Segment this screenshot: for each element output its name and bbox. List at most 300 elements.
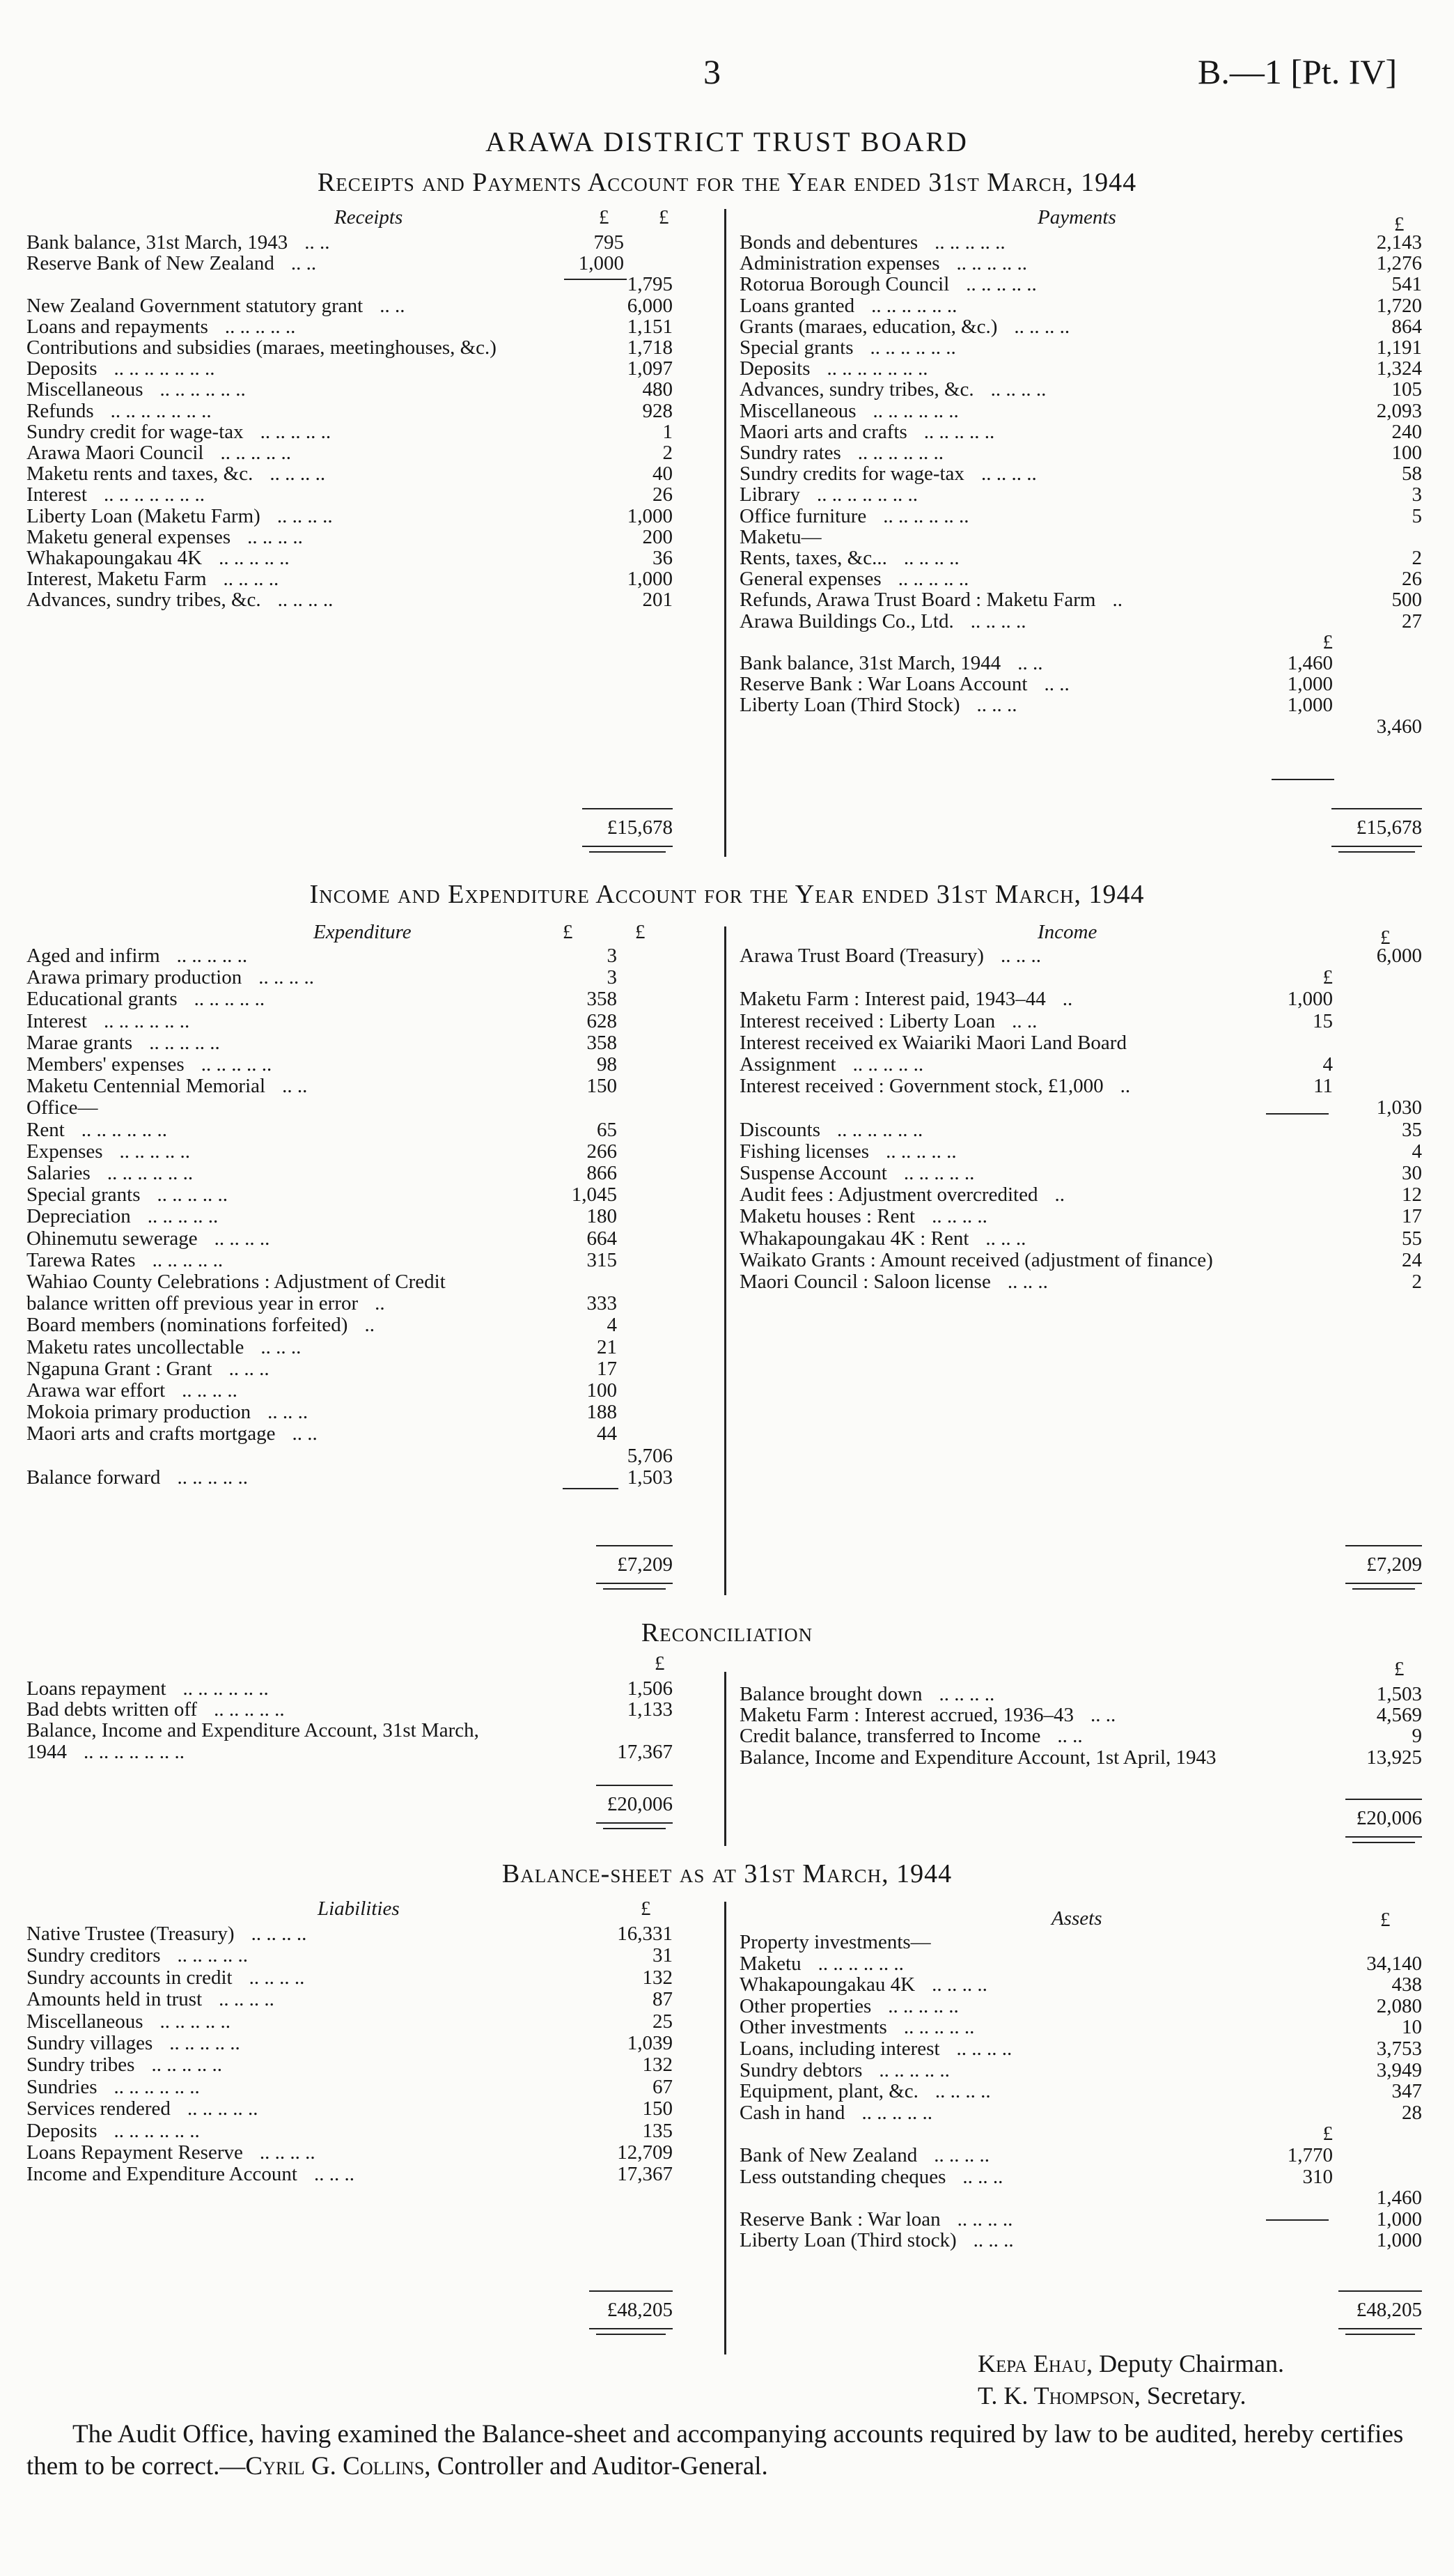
payment-row-label: Grants (maraes, education, &c.)	[740, 315, 998, 338]
reconciliation-debit-row-leader: .. .. .. .. ..	[214, 1698, 285, 1721]
payment-row-leader: .. .. .. .. .. ..	[883, 504, 969, 527]
liabilities-heading: Liabilities	[318, 1898, 400, 1920]
liability-row-leader: .. .. .. .. .. ..	[114, 2075, 200, 2098]
receipt-row-total: 480	[642, 378, 673, 401]
asset-row-total: 1,460	[1376, 2187, 1422, 2210]
assets-heading: Assets	[1052, 1907, 1102, 1930]
receipt-row-total: 1,718	[627, 336, 673, 359]
asset-row-leader: .. .. ..	[973, 2229, 1014, 2252]
liabilities-total-rule-top	[589, 2290, 673, 2292]
income-row	[740, 1032, 1422, 1053]
asset-row-label: Sundry debtors	[740, 2058, 863, 2081]
receipt-row-leader: .. .. .. .. ..	[219, 547, 290, 569]
expenditure-row-leader: .. .. .. .. ..	[149, 1031, 220, 1054]
receipt-row-label: Maketu rents and taxes, &c.	[26, 463, 253, 486]
expenditure-row	[26, 1271, 673, 1292]
payment-row	[740, 421, 1422, 442]
receipt-row	[26, 589, 673, 610]
expenditure-row-leader: .. .. ..	[228, 1357, 269, 1380]
receipt-row-amount: 795	[593, 231, 624, 254]
payment-row-leader: .. .. .. .. ..	[966, 273, 1037, 296]
asset-row-total: 347	[1391, 2080, 1422, 2103]
income-total-rule-top	[1345, 1545, 1422, 1546]
expenditure-row-label: Wahiao County Celebrations : Adjustment of Credit	[26, 1271, 446, 1293]
liability-row	[26, 1944, 673, 1966]
reconciliation-credit-row-label: Maketu Farm : Interest accrued, 1936–43	[740, 1704, 1074, 1727]
asset-row-leader: .. .. .. .. .. ..	[818, 1952, 904, 1975]
receipt-row-total: 36	[652, 547, 673, 569]
reconciliation-divider	[724, 1672, 726, 1846]
liability-row-label: Sundry accounts in credit	[26, 1966, 233, 1989]
payment-row-total: 58	[1402, 463, 1422, 486]
payment-row-label: Liberty Loan (Third Stock)	[740, 694, 960, 717]
payment-row-label: Special grants	[740, 336, 854, 359]
receipt-row	[26, 463, 673, 486]
liability-row-leader: .. .. ..	[313, 2163, 354, 2186]
expenditure-row-label: Educational grants	[26, 988, 178, 1011]
payment-row	[740, 400, 1422, 421]
receipts-heading: Receipts	[334, 206, 403, 228]
payments-total-rule-bottom	[1331, 846, 1422, 847]
liability-row-label: Services rendered	[26, 2097, 171, 2120]
signature-deputy-chairman	[978, 2349, 1284, 2378]
expenditure-row-leader: .. .. .. .. .. ..	[103, 1009, 190, 1032]
payment-row	[740, 505, 1422, 526]
income-row-amount: 4	[1322, 1053, 1333, 1076]
asset-row-total: 10	[1402, 2016, 1422, 2039]
payment-row	[740, 442, 1422, 463]
payment-row-total: 5	[1412, 504, 1422, 527]
payment-row-leader: .. .. .. .. .. .. ..	[816, 483, 918, 506]
expenditure-row	[26, 1205, 673, 1227]
receipt-row-total: 1,000	[627, 568, 673, 591]
deputy-chairman-role: , Deputy Chairman.	[1086, 2350, 1285, 2377]
payment-row-leader: .. .. .. .. .. ..	[873, 399, 959, 422]
receipt-row-total: 1	[662, 420, 673, 443]
expenditure-row-leader: .. .. .. .. ..	[157, 1184, 228, 1206]
liability-row-label: Miscellaneous	[26, 2010, 143, 2033]
auditor-name: Cyril G. Collins	[245, 2452, 425, 2481]
expenditure-row-label: Aged and infirm	[26, 945, 160, 967]
expenditure-pound-a: £	[563, 921, 573, 943]
payment-row-leader: .. .. .. .. .. ..	[871, 294, 957, 317]
income-row-label: Fishing licenses	[740, 1140, 870, 1163]
reconciliation-debit-row-label: Bad debts written off	[26, 1698, 198, 1721]
income-row-label: Maori Council : Saloon license	[740, 1271, 991, 1293]
reconciliation-left-total-rule-double	[603, 1828, 666, 1829]
expenditure-row-amount: 3	[607, 945, 617, 967]
expenditure-row-amount: 358	[586, 1031, 617, 1054]
expenditure-row-total: 5,706	[627, 1444, 673, 1467]
payment-row-label: Miscellaneous	[740, 399, 857, 422]
asset-row-label: Less outstanding cheques	[740, 2165, 946, 2188]
expenditure-row-leader: .. .. .. .. ..	[147, 1205, 219, 1228]
asset-row-label: Whakapoungakau 4K	[740, 1973, 916, 1996]
payment-row-total: 864	[1391, 315, 1422, 338]
expenditure-total-rule-top	[596, 1545, 673, 1546]
income-row-total: 24	[1402, 1248, 1422, 1271]
expenditure-row-amount: 664	[586, 1227, 617, 1250]
asset-row	[740, 1973, 1422, 1995]
receipt-row-total: 200	[642, 525, 673, 548]
expenditure-total-rule-bottom	[596, 1583, 673, 1584]
liability-row-label: Income and Expenditure Account	[26, 2163, 297, 2186]
payment-row-leader: .. .. .. ..	[903, 547, 960, 569]
expenditure-row-label: Members' expenses	[26, 1053, 185, 1076]
income-row-amount: 15	[1313, 1009, 1333, 1032]
income-row	[740, 1075, 1422, 1096]
income-row	[740, 1096, 1422, 1118]
expenditure-row	[26, 1314, 673, 1335]
asset-row-label: Equipment, plant, &c.	[740, 2080, 918, 2103]
assets-pound: £	[1380, 1909, 1391, 1931]
liability-row-leader: .. .. .. .. ..	[159, 2010, 231, 2033]
expenditure-row-amount: 65	[597, 1118, 617, 1141]
income-row-label: Interest received : Government stock, £1,000	[740, 1075, 1104, 1098]
income-row	[740, 1162, 1422, 1184]
asset-row-leader: .. .. .. .. ..	[861, 2101, 932, 2124]
expenditure-row-leader: .. .. .. .. ..	[152, 1248, 224, 1271]
payment-row-label: Arawa Buildings Co., Ltd.	[740, 610, 954, 633]
asset-row	[740, 1995, 1422, 2017]
expenditure-row-leader: .. ..	[292, 1422, 318, 1445]
payment-row-label: Library	[740, 483, 800, 506]
payment-row-amount: £	[1322, 630, 1333, 653]
expenditure-row-amount: 1,045	[571, 1184, 617, 1206]
auditor-role: , Controller and Auditor-General.	[424, 2452, 768, 2481]
expenditure-row-leader: .. ..	[282, 1075, 308, 1098]
asset-row-amount: 310	[1302, 2165, 1333, 2188]
asset-row-label: Loans, including interest	[740, 2038, 940, 2060]
payment-row	[740, 631, 1422, 652]
payment-row	[740, 316, 1422, 336]
income-row-label: Audit fees : Adjustment overcredited	[740, 1184, 1038, 1206]
payments-subtotal-rule	[1272, 779, 1334, 780]
receipt-row-leader: .. .. .. ..	[276, 504, 333, 527]
asset-row-label: Cash in hand	[740, 2101, 845, 2124]
expenditure-row-leader: .. .. .. ..	[258, 966, 314, 989]
payment-row-total: 1,191	[1376, 336, 1422, 359]
liability-row-leader: .. .. .. .. ..	[177, 1944, 248, 1967]
income-pound: £	[1380, 926, 1391, 949]
payment-row	[740, 589, 1422, 610]
reconciliation-debit-row-total: 1,506	[627, 1677, 673, 1700]
liability-row-total: 17,367	[617, 2163, 673, 2186]
receipt-row-label: Maketu general expenses	[26, 525, 231, 548]
income-row-total: 1,030	[1376, 1096, 1422, 1119]
payment-row-amount: 1,000	[1287, 673, 1333, 696]
asset-row-leader: .. .. .. ..	[934, 2144, 990, 2166]
reconciliation-credit-row	[740, 1704, 1422, 1725]
reconciliation-credit-row	[740, 1746, 1422, 1767]
payment-row-total: 500	[1391, 589, 1422, 612]
income-row-total: 55	[1402, 1227, 1422, 1250]
signature-secretary	[978, 2381, 1246, 2410]
liability-row-total: 150	[642, 2097, 673, 2120]
expenditure-row-label: Balance forward	[26, 1466, 161, 1489]
liability-row-leader: .. .. .. .. .. ..	[114, 2119, 200, 2142]
expenditure-row-label: balance written off previous year in error	[26, 1292, 359, 1315]
payment-row-leader: .. .. .. .. ..	[935, 231, 1006, 254]
liability-row	[26, 2032, 673, 2054]
payments-total-rule-top	[1331, 808, 1422, 809]
expenditure-total-rule-double	[603, 1588, 666, 1590]
asset-row-leader: .. .. .. ..	[956, 2038, 1013, 2060]
audit-certificate	[26, 2419, 1426, 2483]
payment-row-label: Sundry credits for wage-tax	[740, 463, 964, 486]
income-row	[740, 1140, 1422, 1162]
receipt-row-label: Deposits	[26, 357, 97, 380]
receipt-row-leader: .. ..	[380, 294, 405, 317]
payment-row-leader: .. .. .. .. .. ..	[870, 336, 956, 359]
payment-row	[740, 715, 1422, 736]
asset-row-leader: .. .. ..	[962, 2165, 1003, 2188]
liability-row-label: Deposits	[26, 2119, 97, 2142]
income-row-label: Interest received : Liberty Loan	[740, 1009, 996, 1032]
document-title: ARAWA DISTRICT TRUST BOARD	[485, 126, 969, 157]
reconciliation-right-pound: £	[1394, 1658, 1405, 1680]
expenditure-row	[26, 966, 673, 988]
receipts-total-rule-bottom	[582, 846, 673, 847]
expenditure-row-label: Maketu Centennial Memorial	[26, 1075, 266, 1098]
reconciliation-debit-row-label: Loans repayment	[26, 1677, 166, 1700]
expenditure-row-label: Maketu rates uncollectable	[26, 1335, 244, 1358]
asset-row-amount: £	[1322, 2123, 1333, 2146]
receipt-row-label: Contributions and subsidies (maraes, meetinghouses, &c.)	[26, 336, 497, 359]
payment-row-label: Maori arts and crafts	[740, 420, 907, 443]
asset-row	[740, 2144, 1422, 2166]
asset-row-label: Bank of New Zealand	[740, 2144, 918, 2166]
reconciliation-debit-row	[26, 1741, 673, 1762]
deputy-chairman-name: Kepa Ehau	[978, 2350, 1087, 2377]
liabilities-total-rule-double	[596, 2334, 666, 2335]
secretary-role: , Secretary.	[1134, 2382, 1246, 2410]
income-row-amount: £	[1322, 966, 1333, 989]
expenditure-row-leader: .. .. .. .. ..	[176, 945, 248, 967]
liability-row-leader: .. .. .. .. ..	[151, 2054, 222, 2077]
receipt-row	[26, 568, 673, 589]
liability-row-total: 87	[652, 1988, 673, 2011]
asset-row-total: 28	[1402, 2101, 1422, 2124]
receipt-row	[26, 336, 673, 357]
receipt-row-total: 928	[642, 399, 673, 422]
reconciliation-right-total-rule-top	[1345, 1799, 1422, 1800]
income-row-label: Assignment	[740, 1053, 836, 1076]
expenditure-row	[26, 1162, 673, 1184]
asset-row-label: Maketu	[740, 1952, 802, 1975]
expenditure-row-amount: 150	[586, 1075, 617, 1098]
payment-row-leader: .. .. .. ..	[1014, 315, 1070, 338]
asset-row-total: 34,140	[1366, 1952, 1422, 1975]
reconciliation-credit-row-total: 1,503	[1376, 1683, 1422, 1705]
income-row-amount: 1,000	[1287, 988, 1333, 1011]
expenditure-row-label: Expenses	[26, 1140, 103, 1163]
receipt-row-leader: .. .. .. ..	[277, 589, 334, 612]
reconciliation-debit-row-leader: .. .. .. .. .. .. ..	[84, 1740, 185, 1763]
receipt-row-leader: .. .. .. .. ..	[260, 420, 331, 443]
expenditure-row	[26, 1227, 673, 1249]
liability-row-total: 135	[642, 2119, 673, 2142]
liabilities-pound: £	[641, 1898, 651, 1920]
asset-row-total: 438	[1391, 1973, 1422, 1996]
expenditure-row-label: Depreciation	[26, 1205, 131, 1228]
payment-row-total: 2,093	[1376, 399, 1422, 422]
liability-row-label: Sundry villages	[26, 2032, 153, 2054]
receipts-pound-b: £	[659, 206, 669, 228]
receipt-row-total: 2	[662, 442, 673, 464]
expenditure-row-leader: .. .. .. .. ..	[119, 1140, 191, 1163]
expenditure-heading: Expenditure	[313, 921, 412, 943]
expenditure-row-label: Board members (nominations forfeited)	[26, 1314, 348, 1337]
liability-row-label: Sundry tribes	[26, 2054, 135, 2077]
reconciliation-left-pound: £	[655, 1652, 665, 1675]
expenditure-row-leader: .. .. .. .. .. ..	[107, 1162, 194, 1184]
expenditure-row	[26, 1032, 673, 1053]
asset-row-label: Other properties	[740, 1994, 872, 2017]
payment-row	[740, 652, 1422, 673]
income-row-total: 6,000	[1376, 945, 1422, 967]
payment-row	[740, 547, 1422, 568]
payment-row	[740, 231, 1422, 252]
reconciliation-left-total: £20,006	[607, 1793, 673, 1815]
receipts-payments-title: Receipts and Payments Account for the Year ended 31st March, 1944	[317, 168, 1137, 197]
payment-row-leader: .. .. .. .. ..	[923, 420, 995, 443]
receipt-row-label: Interest, Maketu Farm	[26, 568, 207, 591]
liability-row-label: Sundries	[26, 2075, 97, 2098]
asset-row	[740, 1953, 1422, 1974]
expenditure-row-amount: 17	[597, 1357, 617, 1380]
payments-total-rule-double	[1338, 851, 1415, 853]
payment-row-total: 1,324	[1376, 357, 1422, 380]
income-row	[740, 1271, 1422, 1292]
receipts-total: £15,678	[607, 816, 673, 839]
payment-row-leader: .. .. .. ..	[990, 378, 1047, 401]
liability-row-total: 1,039	[627, 2032, 673, 2054]
income-row	[740, 1205, 1422, 1227]
reconciliation-debit-row-leader: .. .. .. .. .. ..	[182, 1677, 269, 1700]
payment-row-label: Administration expenses	[740, 252, 940, 275]
reconciliation-debit-row-label: 1944	[26, 1740, 67, 1763]
asset-row	[740, 2208, 1422, 2230]
payment-row-total: 2	[1412, 547, 1422, 569]
expenditure-row-label: Ngapuna Grant : Grant	[26, 1357, 212, 1380]
payment-row-total: 1,276	[1376, 252, 1422, 275]
liability-row-total: 132	[642, 1966, 673, 1989]
liability-row	[26, 2076, 673, 2097]
receipt-row-leader: .. ..	[290, 252, 317, 275]
payment-row-amount: 1,000	[1287, 694, 1333, 717]
receipt-row-label: Whakapoungakau 4K	[26, 547, 203, 569]
expenditure-row-amount: 333	[586, 1292, 617, 1315]
expenditure-row-amount: 866	[586, 1162, 617, 1184]
payment-row	[740, 483, 1422, 504]
receipt-row	[26, 483, 673, 504]
expenditure-row	[26, 1379, 673, 1401]
income-total-rule-double	[1352, 1588, 1415, 1590]
asset-row	[740, 2187, 1422, 2208]
asset-row-label: Reserve Bank : War loan	[740, 2208, 941, 2230]
receipt-row-leader: .. .. .. .. ..	[220, 442, 291, 464]
asset-row-leader: .. .. .. .. ..	[879, 2058, 950, 2081]
expenditure-row-label: Tarewa Rates	[26, 1248, 136, 1271]
payments-pound: £	[1394, 213, 1405, 235]
income-row-label: Maketu houses : Rent	[740, 1205, 916, 1228]
assets-total-rule-bottom	[1338, 2328, 1422, 2329]
expenditure-row	[26, 988, 673, 1009]
liability-row-total: 31	[652, 1944, 673, 1967]
payment-row-label: Bonds and debentures	[740, 231, 918, 254]
asset-row-amount: 1,770	[1287, 2144, 1333, 2166]
asset-row	[740, 2059, 1422, 2081]
receipt-row-total: 1,097	[627, 357, 673, 380]
expenditure-row-amount: 628	[586, 1009, 617, 1032]
payment-row-total: 3,460	[1376, 715, 1422, 738]
payment-row-label: Loans granted	[740, 294, 855, 317]
payment-row	[740, 295, 1422, 316]
reconciliation-right-total-rule-bottom	[1345, 1836, 1422, 1838]
income-row-label: Maketu Farm : Interest paid, 1943–44	[740, 988, 1046, 1011]
receipt-row-label: Bank balance, 31st March, 1943	[26, 231, 288, 254]
liability-row-total: 16,331	[617, 1923, 673, 1945]
expenditure-row	[26, 1445, 673, 1466]
income-row	[740, 966, 1422, 988]
expenditure-row-label: Special grants	[26, 1184, 141, 1206]
assets-total: £48,205	[1356, 2299, 1422, 2321]
expenditure-row-amount: 4	[607, 1314, 617, 1337]
expenditure-row	[26, 1249, 673, 1271]
reconciliation-debit-row	[26, 1677, 673, 1698]
payment-row-total: 26	[1402, 568, 1422, 591]
reconciliation-right-total-rule-double	[1352, 1842, 1415, 1843]
liability-row-total: 67	[652, 2075, 673, 2098]
expenditure-row	[26, 1401, 673, 1422]
liability-row-total: 12,709	[617, 2141, 673, 2164]
expenditure-row-label: Salaries	[26, 1162, 91, 1184]
expenditure-row-amount: 100	[586, 1379, 617, 1402]
reconciliation-credit-row-leader: .. ..	[1057, 1725, 1083, 1748]
reconciliation-credit-row-total: 13,925	[1366, 1746, 1422, 1769]
expenditure-row	[26, 1140, 673, 1162]
income-row-total: 30	[1402, 1162, 1422, 1184]
reconciliation-debit-row	[26, 1698, 673, 1719]
income-row-leader: .. ..	[1012, 1009, 1038, 1032]
payment-row-leader: .. .. .. ..	[970, 610, 1026, 633]
liability-row-leader: .. .. .. .. ..	[169, 2032, 240, 2054]
income-row-amount: 11	[1313, 1075, 1333, 1098]
expenditure-row-label: Arawa war effort	[26, 1379, 166, 1402]
expenditure-row-leader: .. .. .. ..	[214, 1227, 270, 1250]
payment-row-label: Rents, taxes, &c...	[740, 547, 887, 569]
payment-row	[740, 357, 1422, 378]
expenditure-row	[26, 945, 673, 966]
income-row-leader: ..	[1120, 1075, 1131, 1098]
receipt-row-label: New Zealand Government statutory grant	[26, 294, 364, 317]
receipt-row-leader: .. .. .. ..	[223, 568, 279, 591]
payment-row-total: 100	[1391, 442, 1422, 464]
asset-row	[740, 2102, 1422, 2123]
receipt-row-label: Interest	[26, 483, 87, 506]
income-row-leader: .. .. .. .. ..	[886, 1140, 957, 1163]
payment-row-total: 3	[1412, 483, 1422, 506]
expenditure-pound-b: £	[635, 921, 646, 943]
receipt-row	[26, 400, 673, 421]
reconciliation-debit-row-total: 1,133	[627, 1698, 673, 1721]
income-row-total: 17	[1402, 1205, 1422, 1228]
liability-row	[26, 2163, 673, 2185]
expenditure-row-amount: 266	[586, 1140, 617, 1163]
asset-row	[740, 2166, 1422, 2187]
expenditure-row-leader: .. .. .. .. ..	[201, 1053, 272, 1076]
